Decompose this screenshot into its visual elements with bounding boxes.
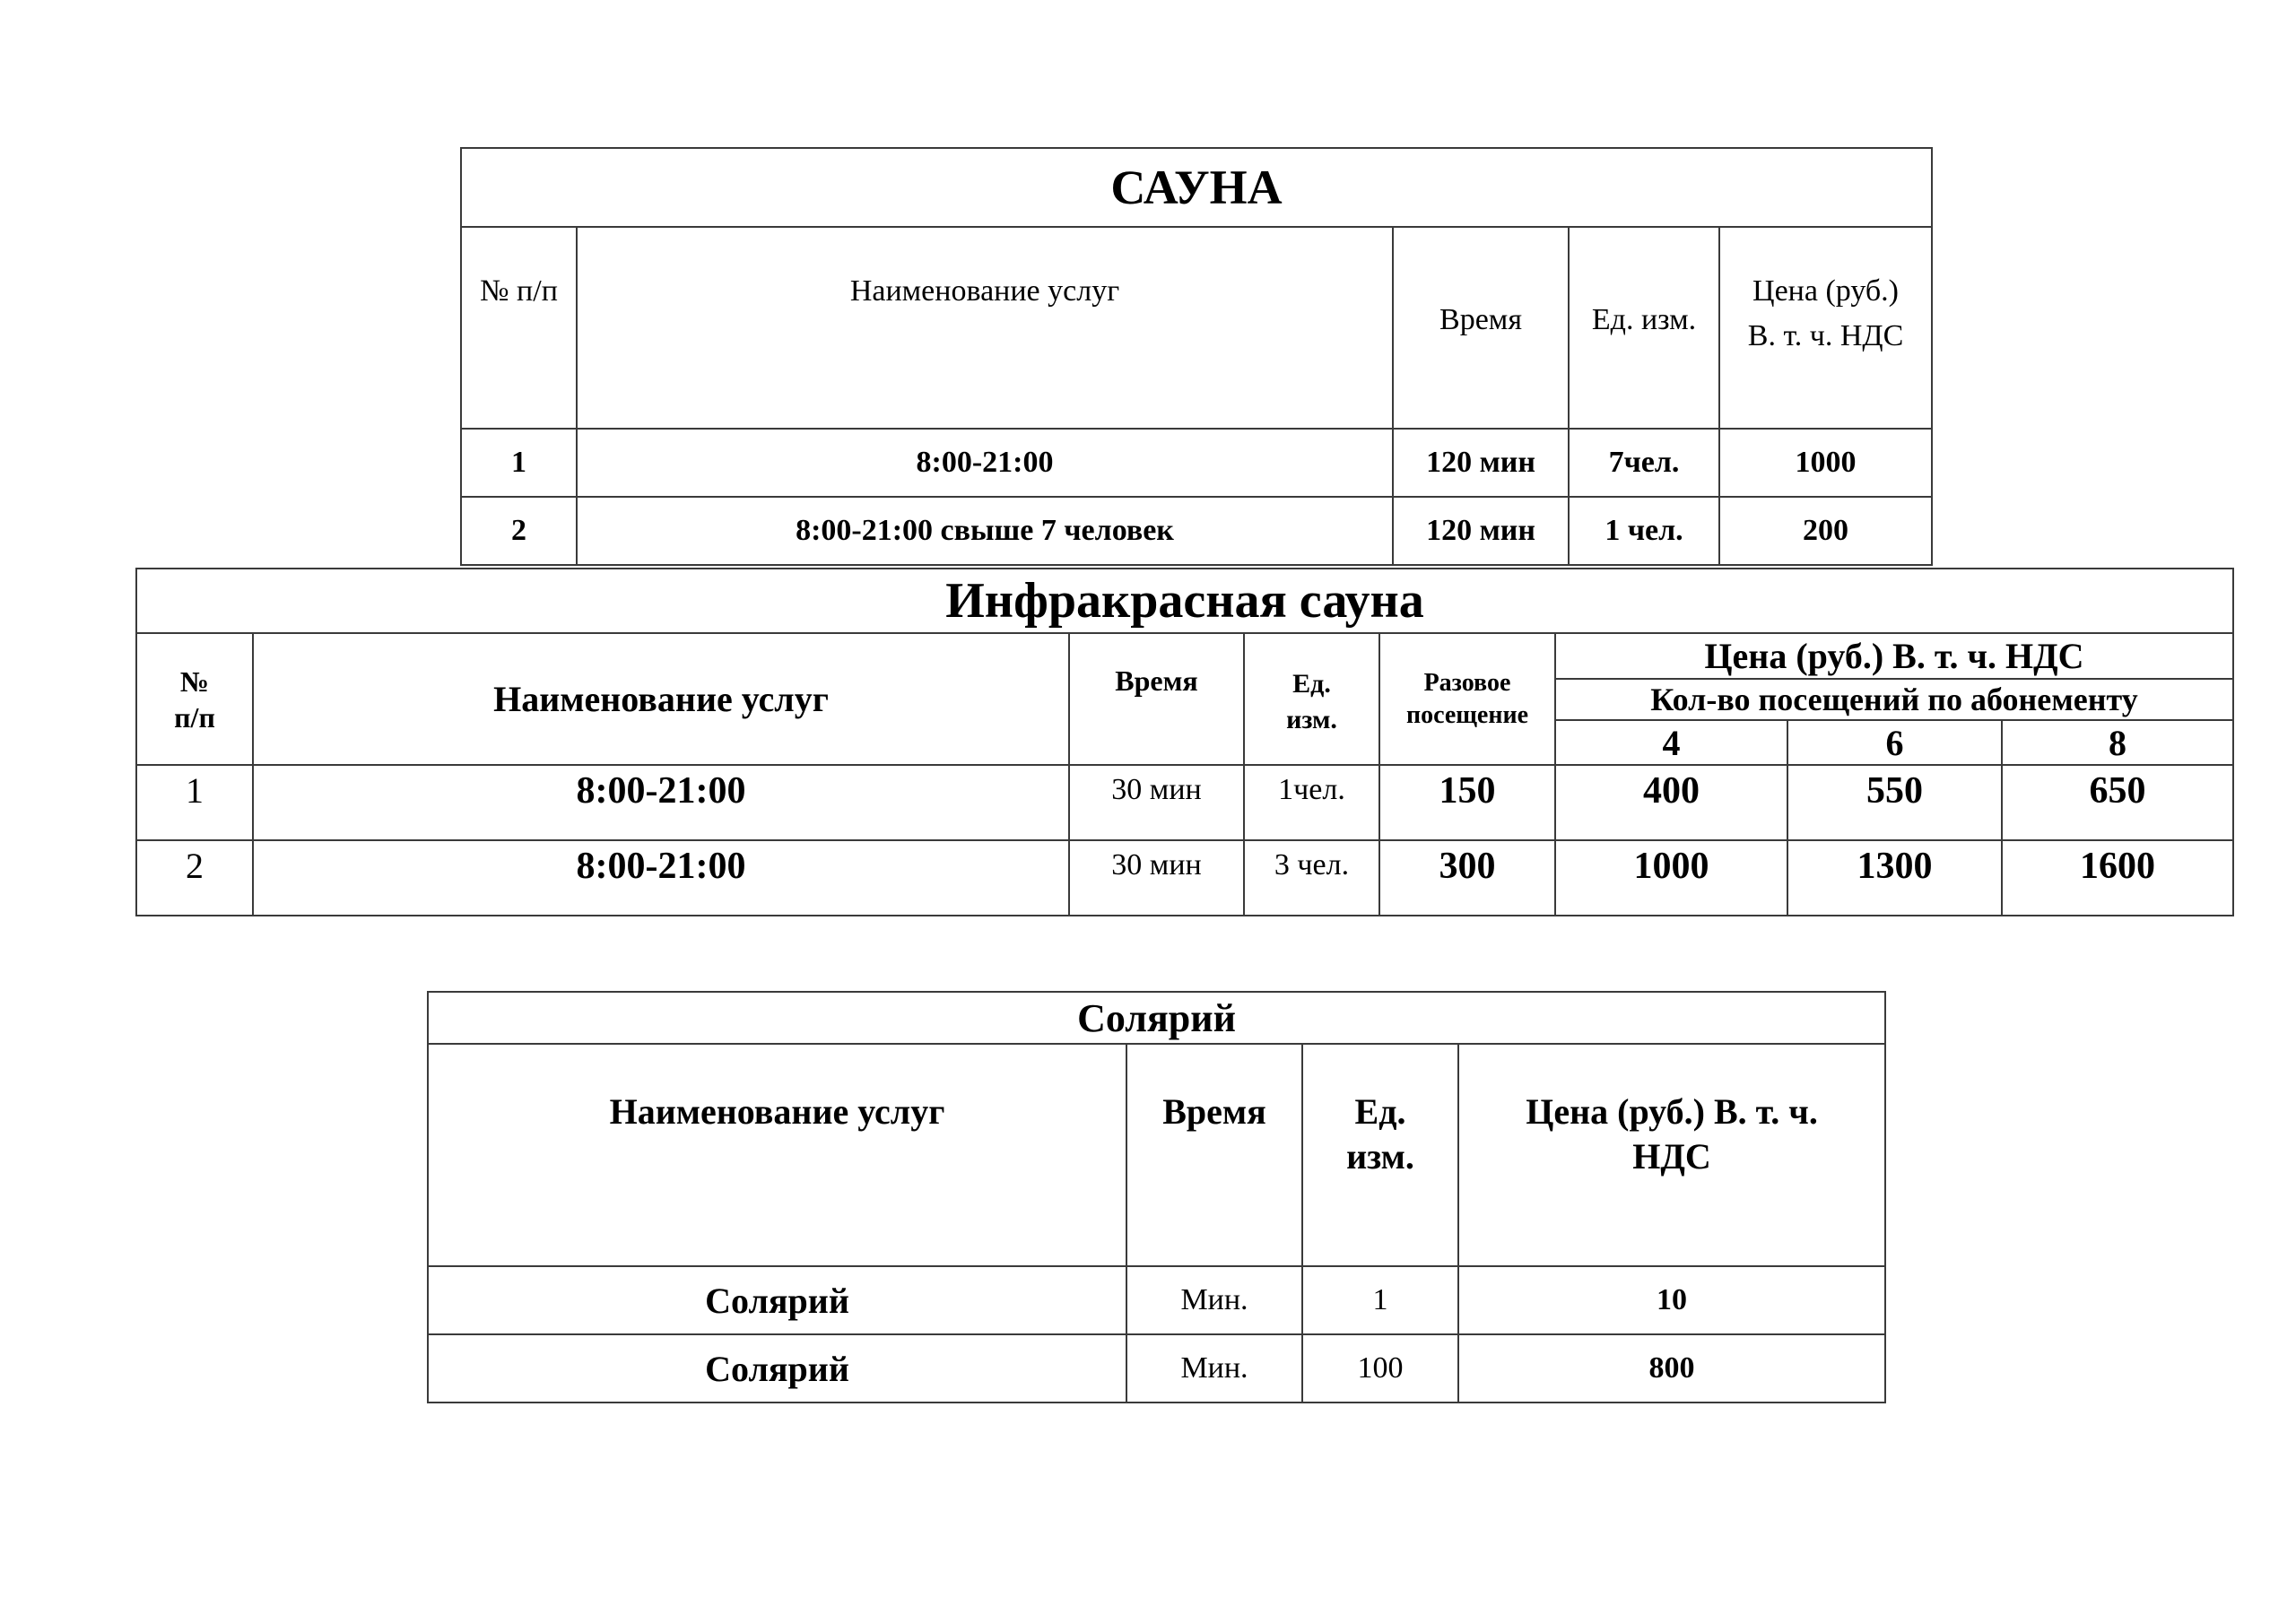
header-num-line2: п/п [174, 700, 215, 734]
header-price-line1: Цена (руб.) В. т. ч. [1526, 1091, 1818, 1132]
header-name: Наименование услуг [577, 227, 1393, 429]
table-row [136, 765, 2233, 840]
cell-time: 120 мин [1393, 497, 1569, 565]
header-time: Время [1069, 633, 1244, 765]
cell-price: 800 [1458, 1334, 1885, 1403]
header-unit-line1: Ед. [1292, 669, 1331, 699]
cell-name: 8:00-21:00 [253, 765, 1069, 840]
header-visits-4: 4 [1555, 720, 1787, 765]
cell-price: 1000 [1719, 429, 1932, 497]
header-time: Время [1126, 1044, 1302, 1266]
cell-name: 8:00-21:00 [253, 840, 1069, 916]
cell-price-6: 1300 [1787, 840, 2002, 916]
header-num: № п/п [461, 227, 577, 429]
cell-unit: 100 [1302, 1334, 1458, 1403]
sauna-title: САУНА [461, 148, 1932, 227]
header-unit [1302, 1044, 1458, 1266]
header-num [136, 633, 253, 765]
header-unit [1244, 633, 1379, 765]
header-visits: Кол-во посещений по абонементу [1555, 679, 2233, 720]
cell-unit: 7чел. [1569, 429, 1719, 497]
cell-unit: 1чел. [1244, 765, 1379, 840]
solarium-title: Солярий [428, 992, 1885, 1044]
header-price-line2: В. т. ч. НДС [1747, 319, 1904, 352]
header-unit-line1: Ед. [1354, 1091, 1406, 1132]
cell-unit: 1 [1302, 1266, 1458, 1334]
header-unit: Ед. изм. [1569, 227, 1719, 429]
table-row [461, 429, 1932, 497]
cell-num: 2 [461, 497, 577, 565]
header-single-visit [1379, 633, 1555, 765]
cell-price-6: 550 [1787, 765, 2002, 840]
cell-price-4: 1000 [1555, 840, 1787, 916]
cell-price-8: 1600 [2002, 840, 2233, 916]
infrared-title: Инфракрасная сауна [136, 569, 2233, 633]
cell-time: 30 мин [1069, 765, 1244, 840]
cell-time: 30 мин [1069, 840, 1244, 916]
header-unit-line2: изм. [1346, 1136, 1414, 1177]
cell-name: Солярий [428, 1334, 1126, 1403]
cell-price-8: 650 [2002, 765, 2233, 840]
header-price [1458, 1044, 1885, 1266]
table-row [461, 497, 1932, 565]
header-price-line1: Цена (руб.) [1752, 274, 1900, 308]
table-row [136, 840, 2233, 916]
header-single-line1: Разовое [1423, 668, 1511, 697]
cell-name: 8:00-21:00 свыше 7 человек [577, 497, 1393, 565]
header-price [1719, 227, 1932, 429]
cell-price-4: 400 [1555, 765, 1787, 840]
sauna-table [460, 147, 1933, 566]
table-row [428, 1334, 1885, 1403]
cell-name: 8:00-21:00 [577, 429, 1393, 497]
header-price: Цена (руб.) В. т. ч. НДС [1555, 633, 2233, 679]
cell-num: 2 [136, 840, 253, 916]
header-visits-8: 8 [2002, 720, 2233, 765]
cell-time: 120 мин [1393, 429, 1569, 497]
header-unit-line2: изм. [1286, 705, 1337, 734]
solarium-table [427, 991, 1886, 1403]
header-time: Время [1393, 227, 1569, 429]
cell-time: Мин. [1126, 1334, 1302, 1403]
header-name: Наименование услуг [253, 633, 1069, 765]
cell-name: Солярий [428, 1266, 1126, 1334]
cell-num: 1 [136, 765, 253, 840]
infrared-sauna-table [135, 568, 2234, 916]
cell-unit: 1 чел. [1569, 497, 1719, 565]
header-name: Наименование услуг [428, 1044, 1126, 1266]
header-price-line2: НДС [1632, 1136, 1711, 1177]
header-num-line1: № [179, 664, 210, 698]
header-single-line2: посещение [1405, 700, 1529, 729]
table-row [428, 1266, 1885, 1334]
cell-time: Мин. [1126, 1266, 1302, 1334]
header-visits-6: 6 [1787, 720, 2002, 765]
cell-single: 300 [1379, 840, 1555, 916]
cell-price: 200 [1719, 497, 1932, 565]
cell-num: 1 [461, 429, 577, 497]
cell-unit: 3 чел. [1244, 840, 1379, 916]
cell-single: 150 [1379, 765, 1555, 840]
cell-price: 10 [1458, 1266, 1885, 1334]
